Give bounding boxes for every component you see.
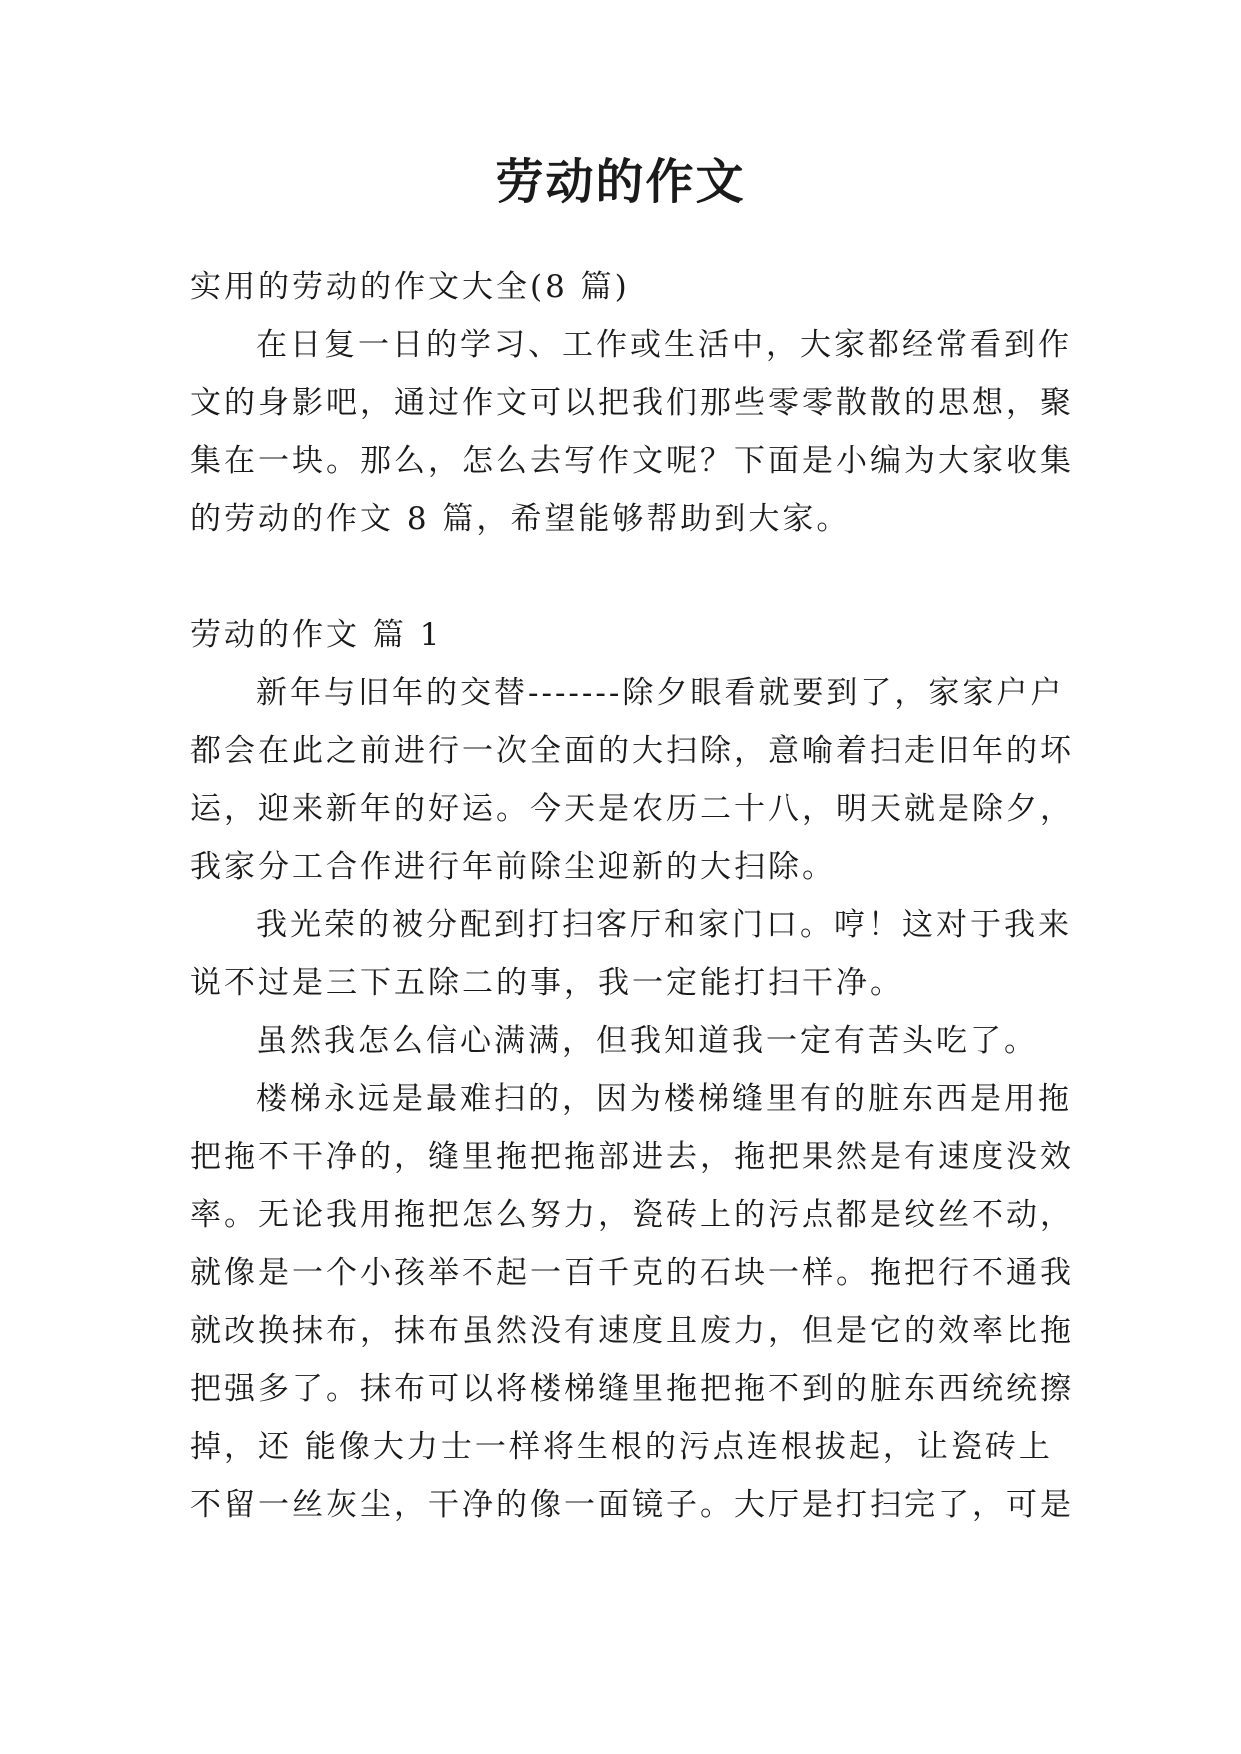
paragraph-line: 掉，还 能像大力士一样将生根的污点连根拔起，让瓷砖上 — [190, 1429, 1053, 1465]
intro-paragraph — [190, 316, 1074, 548]
paragraph-line: 运，迎来新年的好运。今天是农历二十八，明天就是除夕， — [190, 791, 1074, 827]
document-subtitle: 实用的劳动的作文大全(8 篇) — [190, 269, 630, 305]
paragraph-line: 在日复一日的学习、工作或生活中，大家都经常看到作 — [256, 327, 1072, 363]
paragraph-4 — [190, 1070, 1074, 1534]
section-heading: 劳动的作文 篇 1 — [190, 617, 443, 653]
paragraph-line: 集在一块。那么，怎么去写作文呢？下面是小编为大家收集 — [190, 443, 1074, 479]
paragraph-line: 不留一丝灰尘，干净的像一面镜子。大厅是打扫完了，可是 — [190, 1487, 1074, 1523]
paragraph-line: 都会在此之前进行一次全面的大扫除，意喻着扫走旧年的坏 — [190, 733, 1074, 769]
paragraph-1 — [190, 664, 1074, 896]
paragraph-line: 就改换抹布，抹布虽然没有速度且废力，但是它的效率比拖 — [190, 1313, 1074, 1349]
paragraph-line: 新年与旧年的交替-------除夕眼看就要到了，家家户户 — [256, 675, 1065, 711]
document-title: 劳动的作文 — [495, 154, 746, 210]
paragraph-line: 我家分工合作进行年前除尘迎新的大扫除。 — [190, 849, 836, 885]
paragraph-line: 把拖不干净的，缝里拖把拖部进去，拖把果然是有速度没效 — [190, 1139, 1074, 1175]
paragraph-3 — [190, 1012, 1056, 1070]
spacer — [190, 548, 1056, 606]
paragraph-line: 把强多了。抹布可以将楼梯缝里拖把拖不到的脏东西统统擦 — [190, 1371, 1074, 1407]
paragraph-line: 的劳动的作文 8 篇，希望能够帮助到大家。 — [190, 501, 851, 537]
paragraph-line: 说不过是三下五除二的事，我一定能打扫干净。 — [190, 965, 904, 1001]
paragraph-line: 楼梯永远是最难扫的，因为楼梯缝里有的脏东西是用拖 — [256, 1081, 1072, 1117]
paragraph-2 — [190, 896, 1072, 1012]
paragraph-line: 我光荣的被分配到打扫客厅和家门口。哼！这对于我来 — [256, 907, 1072, 943]
paragraph-line: 文的身影吧，通过作文可以把我们那些零零散散的思想，聚 — [190, 385, 1074, 421]
paragraph-line: 就像是一个小孩举不起一百千克的石块一样。拖把行不通我 — [190, 1255, 1074, 1291]
paragraph-line: 虽然我怎么信心满满，但我知道我一定有苦头吃了。 — [256, 1023, 1038, 1059]
paragraph-line: 率。无论我用拖把怎么努力，瓷砖上的污点都是纹丝不动， — [190, 1197, 1074, 1233]
document-body — [190, 258, 1074, 1534]
